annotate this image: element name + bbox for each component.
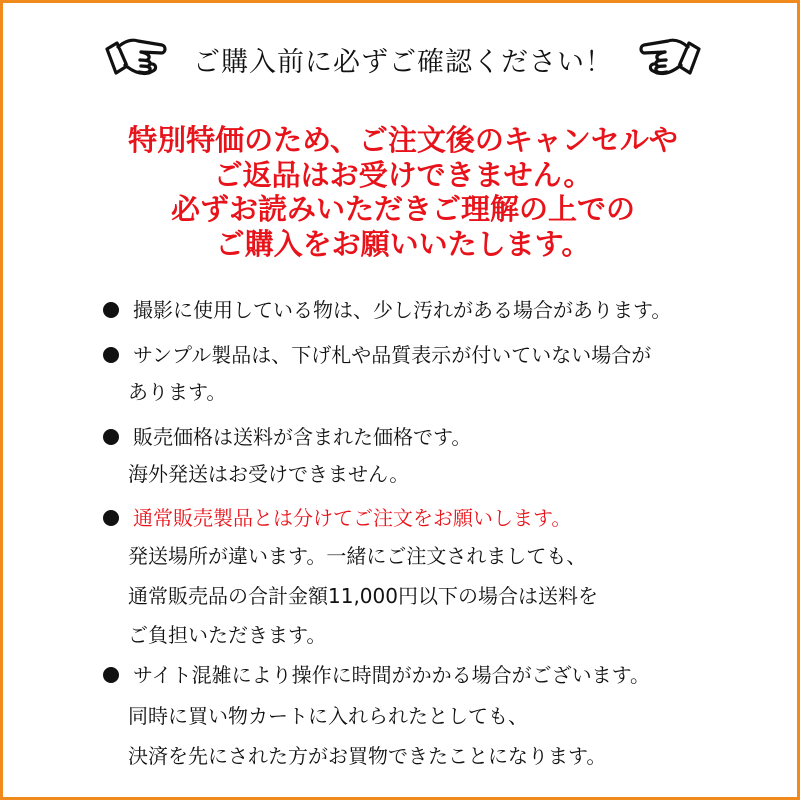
note-item: 撮影に使用している物は、少し汚れがある場合があります。: [103, 295, 671, 325]
warning-block: [3, 123, 800, 261]
note-item: 販売価格は送料が含まれた価格です。: [103, 422, 471, 452]
note-continuation: ご負担いただきます。: [128, 623, 327, 647]
pointing-hand-icon: [103, 33, 167, 93]
notice-title: ご購入前に必ずご確認ください！: [193, 47, 613, 78]
bullet-icon: [103, 429, 119, 445]
note-continuation: 同時に買い物カートに入れられたとしても、: [128, 704, 528, 728]
note-item-highlight: 通常販売製品とは分けてご注文をお願いします。: [103, 503, 571, 533]
warning-line: 特別特価のため、ご注文後のキャンセルや: [128, 123, 678, 157]
bullet-icon: [103, 667, 119, 683]
note-item: サイト混雑により操作に時間がかかる場合がございます。: [103, 660, 650, 690]
pointing-hand-icon: [639, 33, 703, 93]
note-continuation: 決済を先にされた方がお買物できたことになります。: [128, 744, 607, 768]
notice-header: [3, 33, 800, 93]
note-continuation: 発送場所が違います。一緒にご注文されましても、: [128, 544, 587, 568]
note-continuation: 通常販売品の合計金額11,000円以下の場合は送料を: [128, 584, 598, 608]
bullet-icon: [103, 347, 119, 363]
note-continuation: 海外発送はお受けできません。: [128, 462, 410, 486]
warning-line: 必ずお読みいただきご理解の上での: [170, 192, 635, 226]
note-continuation: あります。: [128, 380, 227, 404]
bullet-icon: [103, 302, 119, 318]
warning-line: ご購入をお願いいたします。: [215, 226, 591, 261]
warning-line: ご返品はお受けできません。: [213, 157, 593, 192]
note-item: サンプル製品は、下げ札や品質表示が付いていない場合が: [103, 340, 651, 370]
bullet-icon: [103, 510, 119, 526]
